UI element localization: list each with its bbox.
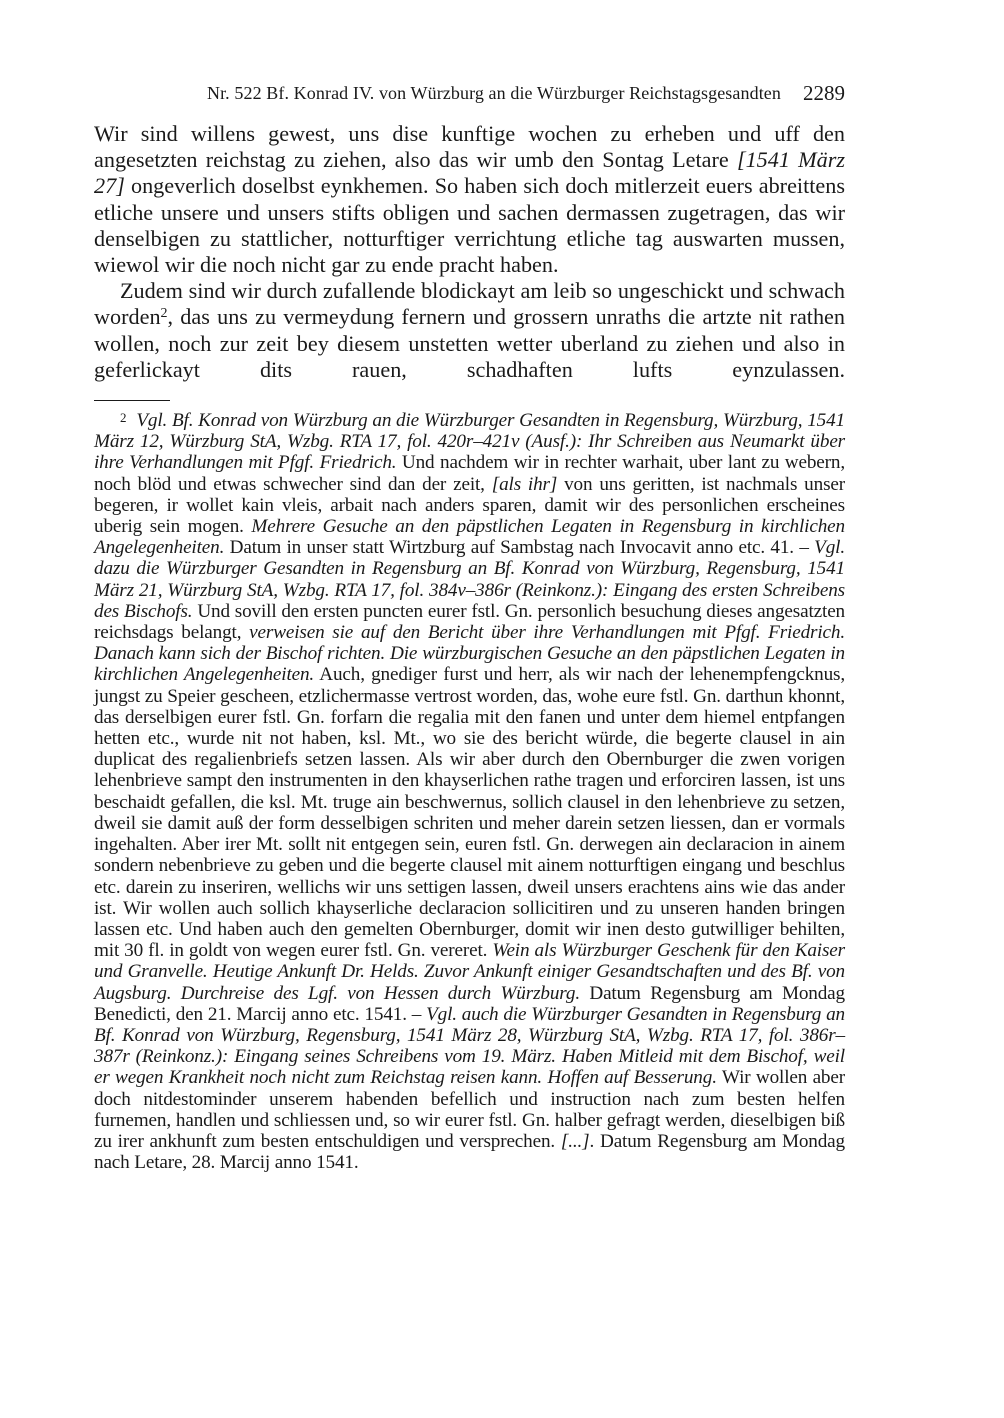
paragraph-2 <box>94 278 845 383</box>
footnote-editorial-text: Mehrere Gesuche an den päpstlichen Legaten in Regensburg in kirchlichen Angelegenheiten. <box>94 516 845 559</box>
footnote-editorial-text: [als ihr] <box>491 473 558 495</box>
footnote-source-text: Datum in unser statt Wirtzburg auf Sambstag nach Invocavit anno etc. 41. – <box>224 537 815 559</box>
footnote-editorial-text: Vgl. dazu die Würzburger Gesandten in Regensburg an Bf. Konrad von Würzburg, Regensburg, 1541 März 21, Würzburg StA, Wzbg. RTA 17, fol. 384v–386r (Reinkonz.): Eingang des ersten Schreibens des Bischofs. <box>94 537 845 622</box>
footnote-editorial-text: Vgl. auch die Würzburger Gesandten in Regensburg an Bf. Konrad von Würzburg, Regensburg, 1541 März 28, Würzburg StA, Wzbg. RTA 17, fol. 386r–387r (Reinkonz.): Eingang seines Schreibens vom 19. März. Haben Mitleid mit dem Bischof, weil er wegen Krankheit noch nicht zum Reichstag reisen kann. Hoffen auf Besserung. <box>94 1003 846 1089</box>
footnote-source-text: Und sovill den ersten puncten eurer fstl. Gn. personlich besuchung dieses angesatzten reichsdags belangt, <box>94 600 846 644</box>
footnote-source-text: Wir wollen aber doch nitdestominder unserem habenden befellich und instruction nach zum besten helfen furnemen, handlen und schliessen und, so wir eurer fstl. Gn. halber gefragt werden, dieselbigen biß zu irer ankhunft zum besten entschuldigen und versprechen. <box>94 1067 845 1152</box>
paragraph-1-text-a: Wir sind willens gewest, uns dise kunftige wochen zu erheben und uff den angesetzten reichstag zu ziehen, also das wir umb den Sontag Letare <box>94 121 845 173</box>
footnote-source-text: . Datum Regensburg am Mondag nach Letare, 28. Marcij anno 1541. <box>94 1130 845 1174</box>
main-text <box>94 121 845 383</box>
footnote-editorial-text: [...] <box>560 1130 590 1152</box>
footnote-source-text: Datum Regensburg am Mondag Benedicti, den 21. Marcij anno etc. 1541. – <box>94 982 845 1025</box>
footnote-2 <box>94 407 845 1173</box>
paragraph-1-date: [1541 März 27] <box>94 147 846 199</box>
footnote-number: 2 <box>120 410 127 426</box>
paragraph-1-text-b: ongeverlich doselbst eynkhemen. So haben sich doch mitlerzeit euers abreittens etliche unsere und unsers stifts obligen und sachen dermassen zugetragen, das wir denselbigen zu stattlicher, notturftiger verrichtung etliche tag auswarten mussen, wiewol wir die noch nicht gar zu ende pracht haben. <box>94 173 845 278</box>
footnote-divider <box>94 400 170 401</box>
header-title: Nr. 522 Bf. Konrad IV. von Würzburg an die Würzburger Reichstagsgesandten <box>206 83 781 103</box>
footnote-body <box>94 407 845 1173</box>
running-header <box>94 78 845 108</box>
footnote-editorial-text: verweisen sie auf den Bericht über ihre Verhandlungen mit Pfgf. Friedrich. Danach kann sich der Bischof richten. Die würzburgischen Gesuche an den päpstlichen Legaten in kirchlichen Angelegenheiten. <box>94 622 845 686</box>
footnote-source-text: Auch, gnediger furst und herr, als wir nach der lehenempfengcknus, jungst zu Speier gescheen, etzlichermasse vertrost worden, das, wohe eure fstl. Gn. darthun khonnt, das derselbigen eurer fstl. Gn. forfarn die regalia mit den fanen und unter dem hiemel entpfangen hetten etc., wurde nit not haben, ksl. Mt., wo sie des bericht würde, die begerte clausel in ain duplicat des regalienbriefs setzen lassen. Als wir aber durch den Obernburger die zwen vorigen lehenbrieve sampt den instrumenten in den khayserlichen rathe tragen und erforciren lassen, ist uns beschaidt gefallen, die ksl. Mt. truge ain beschwernus, sollich clausel in den lehenbrieve zu setzen, dweil sie damit auß der form desselbigen schriten und meher darein setzen liessen, dan er vormals ingehalten. Aber irer Mt. sollt nit entgegen sein, euren fstl. Gn. derwegen ain declaracion in ainem sondern nebenbrieve zu geben und die begerte clausel mit ainem notturftigen eingang und beschlus etc. darein zu inseriren, wellichs wir uns settigen lassen, dweil unsers erachtens ains wie das ander ist. Wir wollen auch sollich khayserliche declaracion sollicitiren und zu unseren handen bringen lassen etc. Und haben auch den gemelten Obernburger, domit wir inen desto gutwilliger behilten, mit 30 fl. in goldt von wegen eurer fstl. Gn. vereret. <box>94 664 845 962</box>
footnote-editorial-text: Wein als Würzburger Geschenk für den Kaiser und Granvelle. Heutige Ankunft Dr. Helds. Zuvor Ankunft einiger Gesandtschaften und des Bf. von Augsburg. Durchreise des Lgf. von Hessen durch Würzburg. <box>94 940 845 1004</box>
document-page <box>94 78 845 1173</box>
footnote-reference: 2 <box>160 306 168 322</box>
footnote-editorial-text: Vgl. Bf. Konrad von Würzburg an die Würzburger Gesandten in Regensburg, Würzburg, 1541 März 12, Würzburg StA, Wzbg. RTA 17, fol. 420r–421v (Ausf.): Ihr Schreiben aus Neumarkt über ihre Verhandlungen mit Pfgf. Friedrich. <box>94 410 845 474</box>
footnote-source-text: Und nachdem wir in rechter warhait, uber lant zu webern, noch blöd und etwas schwecher sind dan der zeit, <box>94 452 845 495</box>
paragraph-2-text-b: , das uns zu vermeydung fernern und grossern unraths die artzte nit rathen wollen, noch zur zeit bey diesem unstetten wetter uberland zu ziehen und also in geferlickayt dits rauen, schadhaften lufts eynzulassen. <box>94 304 845 382</box>
paragraph-1 <box>94 121 845 278</box>
page-number: 2289 <box>803 81 845 105</box>
footnote-source-text: von uns geritten, ist nachmals unser begeren, ir wollet kain vleis, arbait nach anders sparen, damit wir des personlichen erscheines uberig sein mogen. <box>94 473 845 538</box>
paragraph-2-text-a: Zudem sind wir durch zufallende blodickayt am leib so ungeschickt und schwach worden <box>94 278 845 330</box>
